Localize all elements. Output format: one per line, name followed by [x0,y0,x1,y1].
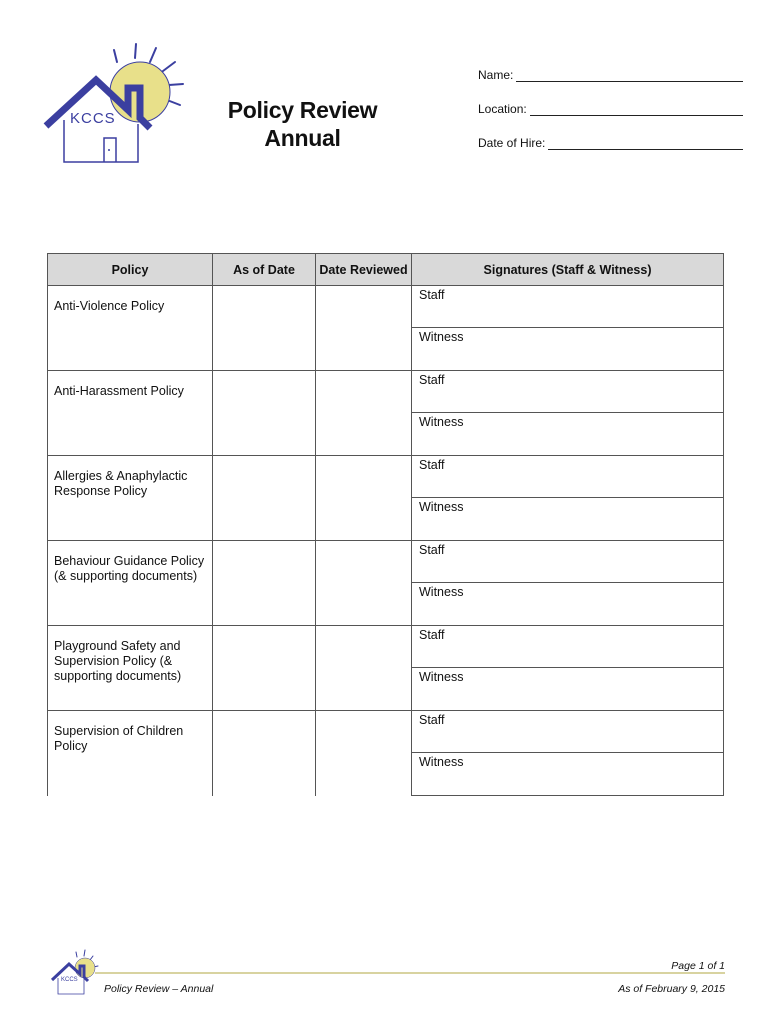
location-label: Location: [478,102,527,116]
staff-signature-cell[interactable] [412,456,724,498]
date-reviewed-cell[interactable] [316,286,412,371]
witness-signature-cell[interactable] [412,583,724,626]
footer-as-of-date: As of February 9, 2015 [618,983,725,995]
footer-document-name: Policy Review – Annual [104,983,214,995]
header-as-of-date: As of Date [213,254,316,286]
date-of-hire-label: Date of Hire: [478,136,546,150]
kccs-logo [42,40,187,165]
witness-signature-cell[interactable] [412,498,724,541]
witness-label: Witness [419,415,464,429]
witness-label: Witness [419,670,464,684]
policy-row [48,711,724,753]
policy-name-cell: Behaviour Guidance Policy (& supporting documents) [48,541,213,626]
name-field[interactable] [478,68,743,102]
policy-row [48,371,724,413]
witness-label: Witness [419,500,464,514]
date-reviewed-cell[interactable] [316,626,412,711]
staff-signature-cell[interactable] [412,711,724,753]
witness-label: Witness [419,755,464,769]
staff-signature-cell[interactable] [412,626,724,668]
staff-label: Staff [419,628,445,642]
witness-signature-cell[interactable] [412,413,724,456]
date-of-hire-field[interactable] [478,136,743,170]
footer-rule [95,972,725,974]
page-title [215,96,390,152]
staff-label: Staff [419,713,445,727]
date-of-hire-input-line[interactable] [548,136,743,150]
staff-label: Staff [419,373,445,387]
policy-row [48,456,724,498]
policy-name-cell: Anti-Violence Policy [48,286,213,371]
date-reviewed-cell[interactable] [316,711,412,796]
witness-label: Witness [419,330,464,344]
witness-label: Witness [419,585,464,599]
employee-fields [478,68,743,170]
policy-name-cell: Supervision of Children Policy [48,711,213,796]
as-of-date-cell[interactable] [213,371,316,456]
as-of-date-cell[interactable] [213,456,316,541]
header-policy: Policy [48,254,213,286]
name-input-line[interactable] [516,68,743,82]
policy-name-cell: Allergies & Anaphylactic Response Policy [48,456,213,541]
policy-name-cell: Anti-Harassment Policy [48,371,213,456]
title-line-1: Policy Review [227,97,378,123]
date-reviewed-cell[interactable] [316,371,412,456]
title-line-2: Annual [264,125,341,151]
as-of-date-cell[interactable] [213,541,316,626]
policy-name-cell: Playground Safety and Supervision Policy (& supporting documents) [48,626,213,711]
as-of-date-cell[interactable] [213,711,316,796]
staff-signature-cell[interactable] [412,541,724,583]
staff-signature-cell[interactable] [412,371,724,413]
as-of-date-cell[interactable] [213,286,316,371]
policy-row [48,541,724,583]
location-field[interactable] [478,102,743,136]
name-label: Name: [478,68,514,82]
staff-label: Staff [419,288,445,302]
date-reviewed-cell[interactable] [316,541,412,626]
footer-logo-text: KCCS [61,977,78,983]
footer-logo [50,948,100,996]
policy-review-table [47,253,724,796]
staff-label: Staff [419,543,445,557]
logo-text: KCCS [70,110,116,127]
policy-row [48,626,724,668]
staff-signature-cell[interactable] [412,286,724,328]
header-signatures: Signatures (Staff & Witness) [412,254,724,286]
location-input-line[interactable] [530,102,743,116]
as-of-date-cell[interactable] [213,626,316,711]
header-date-reviewed: Date Reviewed [316,254,412,286]
date-reviewed-cell[interactable] [316,456,412,541]
policy-row [48,286,724,328]
table-header-row [48,254,724,286]
witness-signature-cell[interactable] [412,668,724,711]
witness-signature-cell[interactable] [412,328,724,371]
staff-label: Staff [419,458,445,472]
witness-signature-cell[interactable] [412,753,724,796]
footer-page-number: Page 1 of 1 [671,960,725,972]
